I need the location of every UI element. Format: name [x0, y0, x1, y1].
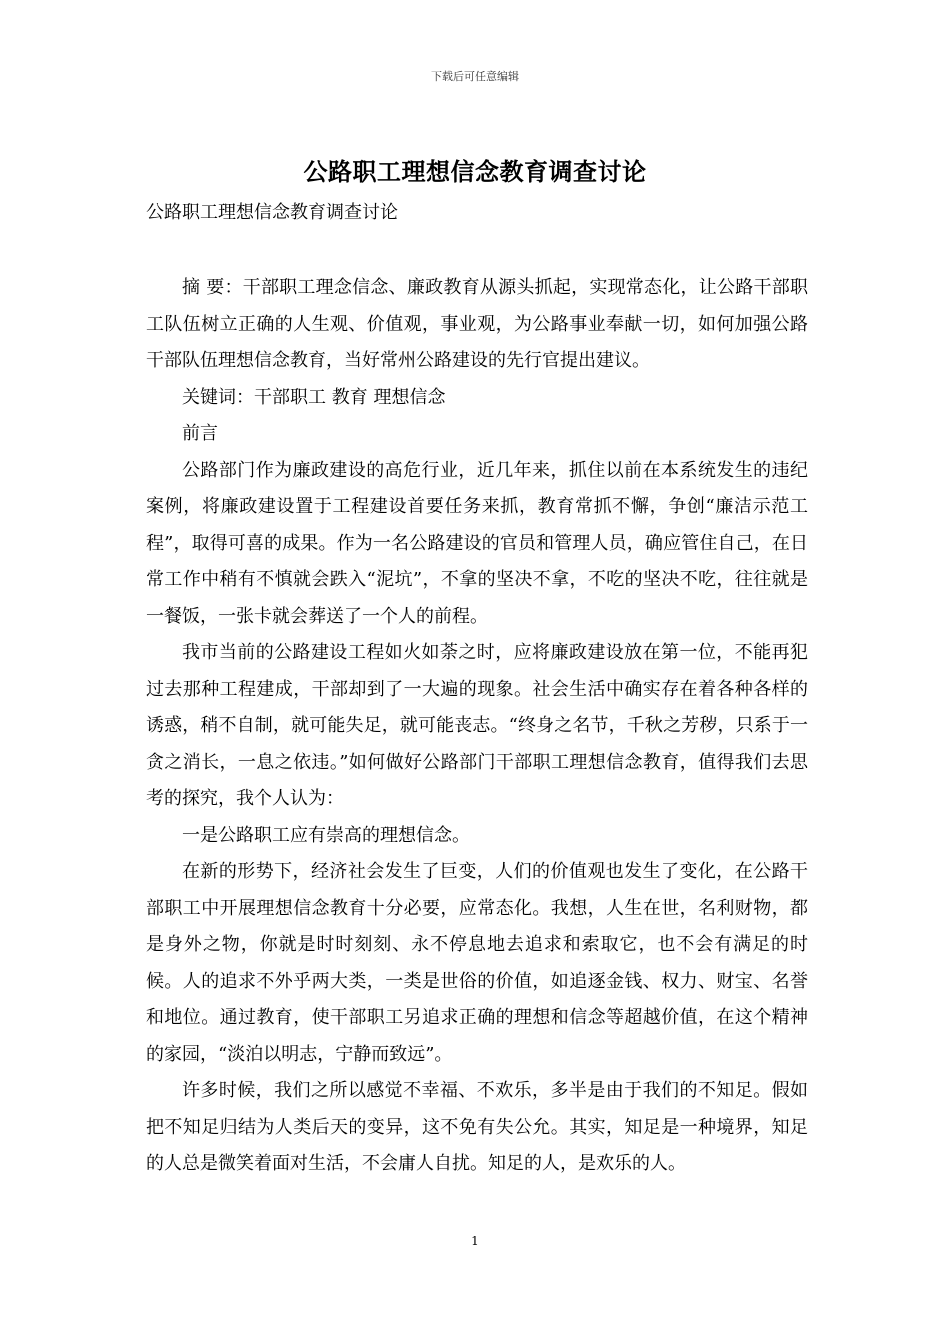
header-note: 下载后可任意编辑 [431, 70, 519, 83]
keywords-line: 关键词：干部职工 教育 理想信念 [182, 386, 446, 408]
body-paragraph: 公路部门作为廉政建设的高危行业，近几年来，抓住以前在本系统发生的违纪案例，将廉政建设置于工程建设首要任务来抓，教育常抓不懈，争创“廉洁示范工程”，取得可喜的成果。作为一名公路建设的官员和管理人员，确应管住自己，在日常工作中稍有不慎就会跌入“泥坑”，不拿的坚决不拿，不吃的坚决不吃，往往就是一餐饭，一张卡就会葬送了一个人的前程。 [146, 459, 808, 627]
body-paragraph: 许多时候，我们之所以感觉不幸福、不欢乐，多半是由于我们的不知足。假如把不知足归结为人类后天的变异，这不免有失公允。其实，知足是一种境界，知足的人总是微笑着面对生活，不会庸人自扰。知足的人，是欢乐的人。 [146, 1080, 808, 1174]
document-subtitle: 公路职工理想信念教育调查讨论 [146, 202, 398, 223]
body-paragraph: 我市当前的公路建设工程如火如荼之时，应将廉政建设放在第一位，不能再犯过去那种工程建成，干部却到了一大遍的现象。社会生活中确实存在着各种各样的诱惑，稍不自制，就可能失足，就可能丧志。“终身之名节，千秋之芳秽，只系于一贪之消长，一息之依违。”如何做好公路部门干部职工理想信念教育，值得我们去思考的探究，我个人认为： [146, 642, 808, 809]
document-title: 公路职工理想信念教育调查讨论 [303, 157, 647, 186]
abstract-paragraph: 摘 要：干部职工理念信念、廉政教育从源头抓起，实现常态化，让公路干部职工队伍树立正确的人生观、价值观，事业观，为公路事业奉献一切，如何加强公路干部队伍理想信念教育，当好常州公路建设的先行官提出建议。 [146, 277, 808, 371]
document-body [146, 270, 808, 1183]
preface-heading: 前言 [182, 423, 218, 444]
page-number: 1 [471, 1234, 479, 1248]
body-paragraph: 在新的形势下，经济社会发生了巨变，人们的价值观也发生了变化，在公路干部职工中开展理想信念教育十分必要，应常态化。我想，人生在世，名利财物，都是身外之物，你就是时时刻刻、永不停息地去追求和索取它，也不会有满足的时候。人的追求不外乎两大类，一类是世俗的价值，如追逐金钱、权力、财宝、名誉和地位。通过教育，使干部职工另追求正确的理想和信念等超越价值，在这个精神的家园，“淡泊以明志，宁静而致远”。 [146, 861, 808, 1065]
section-heading: 一是公路职工应有崇高的理想信念。 [182, 824, 470, 846]
